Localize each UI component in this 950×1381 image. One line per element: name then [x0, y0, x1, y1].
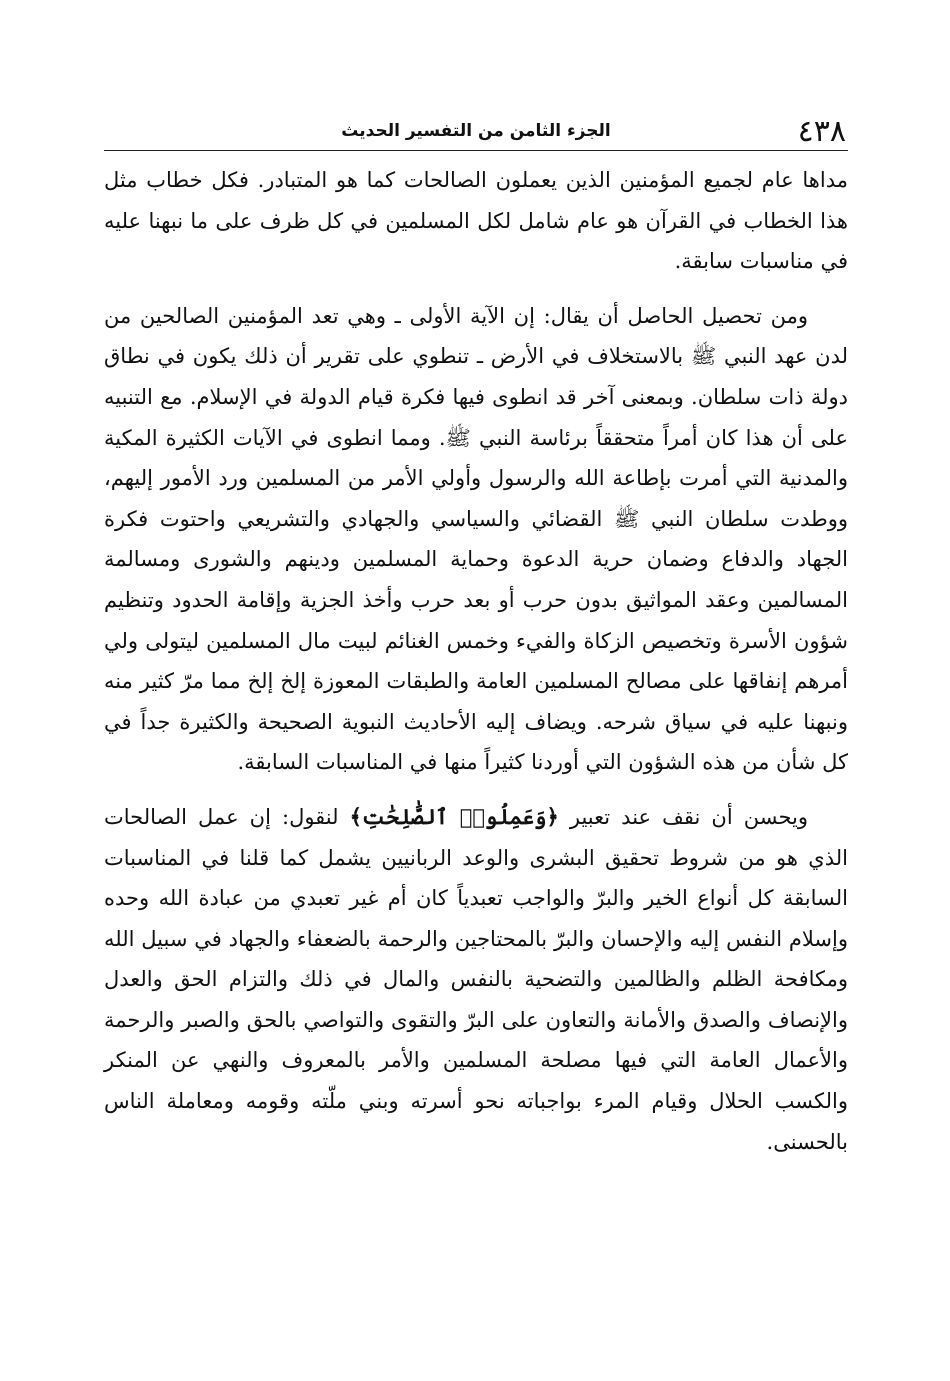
page-number: ٤٣٨ — [797, 114, 846, 149]
paragraph-3-text: لنقول: إن عمل الصالحات الذي هو من شروط تحقيق البشرى والوعد الربانيين يشمل كما قلنا في المناسبات السابقة كل أنواع الخير والبرّ والواجب تعبدياً كان أم غير تعبدي من عبادة الله وحده وإسلام النفس إليه والإحسان والبرّ بالمحتاجين والرحمة بالضعفاء والجهاد في سبيل الله ومكافحة الظلم والظالمين والتضحية بالنفس والمال في ذلك والتزام الحق والعدل والإنصاف والصدق والأمانة والتعاون على البرّ والتقوى والتواصي بالحق والصبر والرحمة والأعمال العامة التي فيها مصلحة المسلمين والأمر بالمعروف والنهي عن المنكر والكسب الحلال وقيام المرء بواجباته نحو أسرته وبني ملّته وقومه ومعاملة الناس بالحسنى. — [104, 804, 848, 1154]
running-title: الجزء الثامن من التفسير الحديث — [341, 121, 611, 141]
paragraph-3-lead: ويحسن أن نقف عند تعبير — [569, 804, 808, 829]
quran-quote: ﴿وَعَمِلُوا۟ ٱلصَّٰلِحَٰتِ﴾ — [349, 803, 559, 829]
paragraph-2-text: ومن تحصيل الحاصل أن يقال: إن الآية الأولى ـ وهي تعد المؤمنين الصالحين من لدن عهد النبي ﷺ بالاستخلاف في الأرض ـ تنطوي على تقرير أن ذلك يكون في نطاق دولة ذات سلطان. وبمعنى آخر قد انطوى فيها فكرة قيام الدولة في الإسلام. مع التنبيه على أن هذا كان أمراً متحققاً برئاسة النبي ﷺ. ومما انطوى في الآيات الكثيرة المكية والمدنية التي أمرت بإطاعة الله والرسول وأولي الأمر من المسلمين ورد الأمور إليهم، ووطدت سلطان النبي ﷺ القضائي والسياسي والجهادي والتشريعي واحتوت فكرة الجهاد والدفاع وضمان حرية الدعوة وحماية المسلمين ودينهم والشورى ومسالمة المسالمين وعقد المواثيق بدون حرب أو بعد حرب وأخذ الجزية وإقامة الحدود وتنظيم شؤون الأسرة وتخصيص الزكاة والفيء وخمس الغنائم لبيت مال المسلمين ليتولى ولي أمرهم إنفاقها على مصالح المسلمين العامة والطبقات المعوزة إلخ إلخ مما مرّ كثير منه ونبهنا عليه في سياق شرحه. ويضاف إليه الأحاديث النبوية الصحيحة والكثيرة جداً في كل شأن من هذه الشؤون التي أوردنا كثيراً منها في المناسبات السابقة. — [104, 303, 848, 775]
paragraph-3 — [104, 797, 848, 1162]
page-body — [104, 160, 848, 1162]
paragraph-1: مداها عام لجميع المؤمنين الذين يعملون الصالحات كما هو المتبادر. فكل خطاب مثل هذا الخطاب في القرآن هو عام شامل لكل المسلمين في كل ظرف على ما نبهنا عليه في مناسبات سابقة. — [104, 168, 848, 274]
page-header — [104, 114, 848, 151]
paragraph-2 — [104, 296, 848, 783]
